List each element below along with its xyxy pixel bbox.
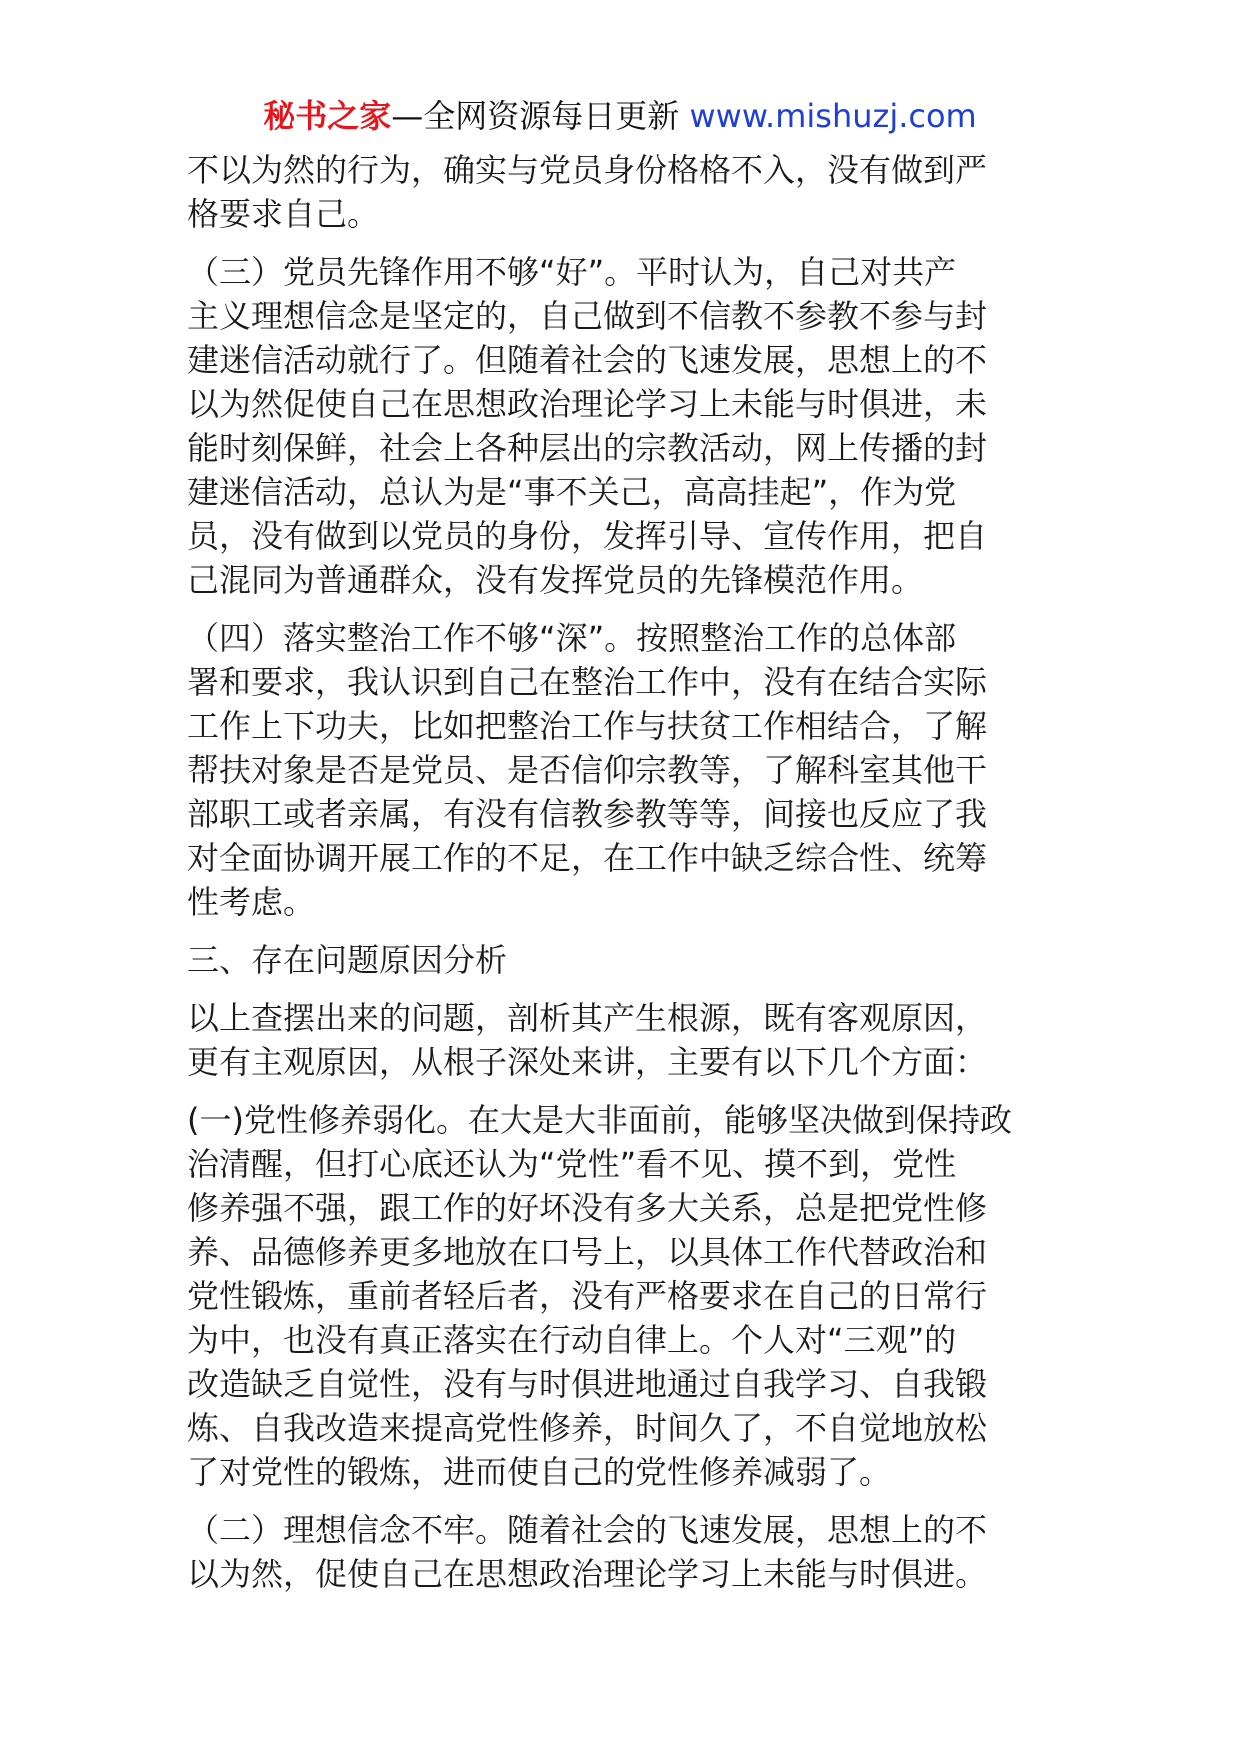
text-line: 能时刻保鲜，社会上各种层出的宗教活动，网上传播的封 [187,429,988,467]
text-line: 以上查摆出来的问题，剖析其产生根源，既有客观原因， [187,999,988,1037]
header-brand: 秘书之家 [263,97,392,135]
header-tagline: —全网资源每日更新 [391,97,680,135]
text-line: （三）党员先锋作用不够“好”。平时认为，自己对共产 [187,253,957,291]
paragraph [187,616,1067,924]
text-line: 性考虑。 [187,883,316,921]
text-line: (一)党性修养弱化。在大是大非面前，能够坚决做到保持政 [187,1101,1012,1139]
text-line: 以为然促使自己在思想政治理论学习上未能与时俱进，未 [187,385,988,423]
paragraph [187,996,1067,1084]
paragraph [187,938,1067,982]
text-line: 三、存在问题原因分析 [187,941,508,979]
text-line: 为中，也没有真正落实在行动自律上。个人对“三观”的 [187,1321,957,1359]
paragraph [187,1098,1067,1494]
paragraph [187,1508,1067,1596]
text-line: 党性锻炼，重前者轻后者，没有严格要求在自己的日常行 [187,1277,988,1315]
text-line: 工作上下功夫，比如把整治工作与扶贫工作相结合，了解 [187,707,988,745]
text-line: 部职工或者亲属，有没有信教参教等等，间接也反应了我 [187,795,988,833]
text-line: 帮扶对象是否是党员、是否信仰宗教等，了解科室其他干 [187,751,988,789]
text-line: 员，没有做到以党员的身份，发挥引导、宣传作用，把自 [187,517,988,555]
document-body [187,148,1067,1610]
text-line: 治清醒，但打心底还认为“党性”看不见、摸不到，党性 [187,1145,957,1183]
text-line: 更有主观原因，从根子深处来讲，主要有以下几个方面： [187,1043,988,1081]
text-line: 己混同为普通群众，没有发挥党员的先锋模范作用。 [187,561,924,599]
text-line: 养、品德修养更多地放在口号上，以具体工作代替政治和 [187,1233,988,1271]
text-line: 主义理想信念是坚定的，自己做到不信教不参教不参与封 [187,297,988,335]
text-line: 炼、自我改造来提高党性修养，时间久了，不自觉地放松 [187,1409,988,1447]
text-line: 格要求自己。 [187,195,380,233]
text-line: 对全面协调开展工作的不足，在工作中缺乏综合性、统筹 [187,839,988,877]
text-line: 以为然，促使自己在思想政治理论学习上未能与时俱进。 [187,1555,988,1593]
text-line: 建迷信活动，总认为是“事不关己，高高挂起”，作为党 [187,473,957,511]
page-header [0,96,1240,136]
text-line: 建迷信活动就行了。但随着社会的飞速发展，思想上的不 [187,341,988,379]
text-line: 改造缺乏自觉性，没有与时俱进地通过自我学习、自我锻 [187,1365,988,1403]
text-line: 署和要求，我认识到自己在整治工作中，没有在结合实际 [187,663,988,701]
text-line: （四）落实整治工作不够“深”。按照整治工作的总体部 [187,619,957,657]
text-line: （二）理想信念不牢。随着社会的飞速发展，思想上的不 [187,1511,988,1549]
header-url[interactable]: www.mishuzj.com [689,97,977,135]
paragraph [187,250,1067,602]
text-line: 修养强不强，跟工作的好坏没有多大关系，总是把党性修 [187,1189,988,1227]
paragraph [187,148,1067,236]
text-line: 不以为然的行为，确实与党员身份格格不入，没有做到严 [187,151,988,189]
text-line: 了对党性的锻炼，进而使自己的党性修养减弱了。 [187,1453,892,1491]
